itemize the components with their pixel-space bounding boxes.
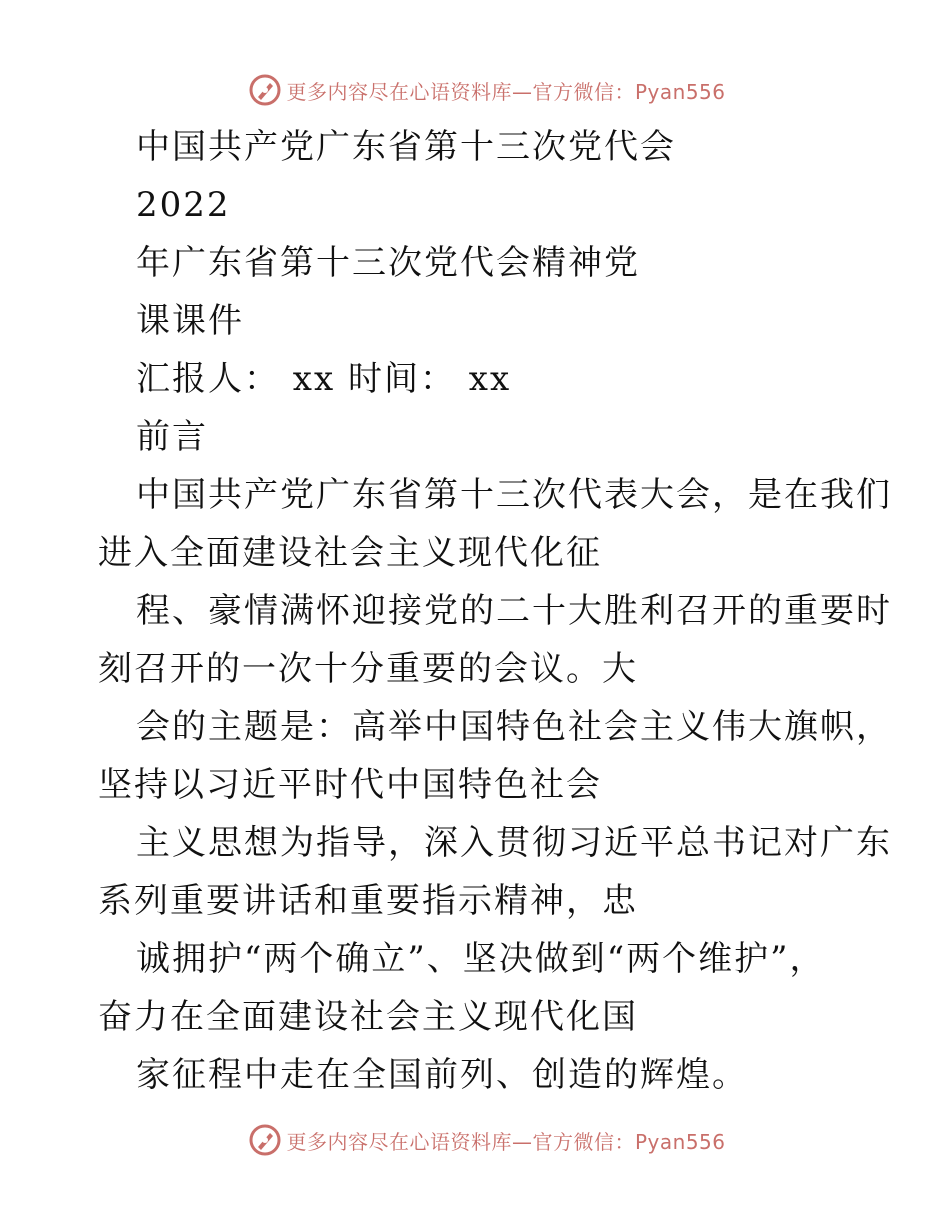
watermark-text [286,76,725,105]
watermark-library-text: 更多内容尽在心语资料库 [286,79,512,104]
doc-paragraph-line: 主义思想为指导，深入贯彻习近平总书记对广东 [136,823,892,863]
doc-subtitle-line-2: 课课件 [136,301,244,341]
doc-paragraph-line: 会的主题是：高举中国特色社会主义伟大旗帜， [136,707,892,747]
watermark-library-text: 更多内容尽在心语资料库 [286,1129,512,1154]
doc-paragraph-line: 诚拥护“两个确立”、坚决做到“两个维护”， [136,939,826,979]
doc-paragraph-line: 系列重要讲话和重要指示精神，忠 [98,881,638,921]
doc-paragraph-line: 家征程中走在全国前列、创造的辉煌。 [136,1055,748,1095]
watermark-label: 官方微信 [532,79,615,104]
doc-paragraph-line: 进入全面建设社会主义现代化征 [98,533,602,573]
watermark-id: Pyan556 [634,79,726,104]
doc-paragraph-line: 奋力在全面建设社会主义现代化国 [98,997,638,1037]
watermark-label: 官方微信 [532,1129,615,1154]
doc-paragraph-line: 程、豪情满怀迎接党的二十大胜利召开的重要时 [136,591,892,631]
doc-subtitle-line: 年广东省第十三次党代会精神党 [136,243,640,283]
watermark-text [286,1126,725,1155]
doc-paragraph-line: 刻召开的一次十分重要的会议。大 [98,649,638,689]
watermark-footer [0,1120,950,1160]
doc-year-line: 2022 [136,185,231,225]
watermark-colon: ： [614,79,635,104]
watermark-separator: — [511,1129,533,1154]
doc-paragraph-line: 中国共产党广东省第十三次代表大会，是在我们 [136,475,892,515]
watermark-separator: — [511,79,533,104]
pen-logo-icon [248,73,282,107]
watermark-id: Pyan556 [634,1129,726,1154]
doc-paragraph-line: 坚持以习近平时代中国特色社会 [98,765,602,805]
doc-preface-heading: 前言 [136,417,208,457]
watermark-header [0,70,950,110]
watermark-colon: ： [614,1129,635,1154]
doc-reporter-line: 汇报人： xx 时间： xx [136,359,512,399]
pen-logo-icon [248,1123,282,1157]
doc-title-line: 中国共产党广东省第十三次党代会 [136,127,676,167]
